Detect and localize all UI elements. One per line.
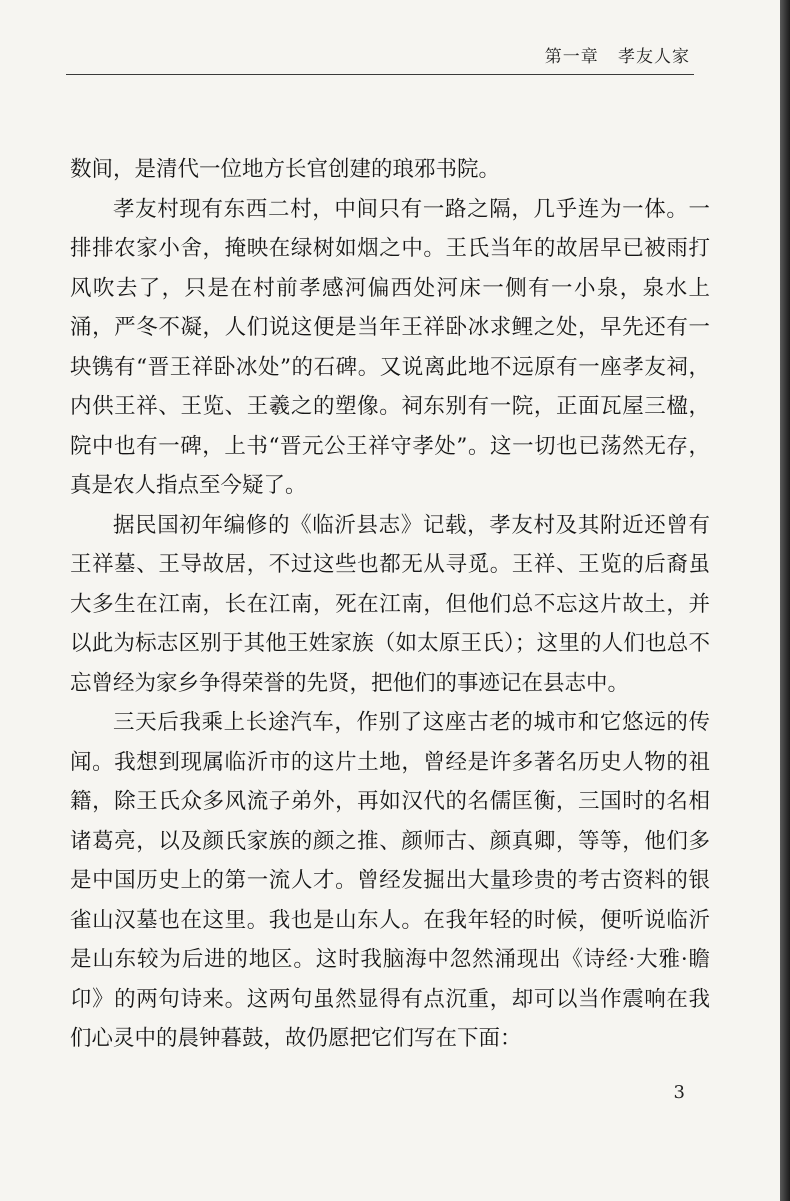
header-rule: [66, 74, 694, 75]
paragraph-4: 三天后我乘上长途汽车，作别了这座古老的城市和它悠远的传闻。我想到现属临沂市的这片土地，曾经是许多著名历史人物的祖籍，除王氏众多风流子弟外，再如汉代的名儒匡衡，三国时的名相诸葛亮，以及颜氏家族的颜之推、颜师古、颜真卿，等等，他们多是中国历史上的第一流人才。曾经发掘出大量珍贵的考古资料的银雀山汉墓也在这里。我也是山东人。在我年轻的时候，便听说临沂是山东较为后进的地区。这时我脑海中忽然涌现出《诗经·大雅·瞻卬》的两句诗来。这两句虽然显得有点沉重，却可以当作震响在我们心灵中的晨钟暮鼓，故仍愿把它们写在下面：: [70, 710, 710, 1051]
page-edge-shadow: [780, 0, 790, 1201]
chapter-title: 孝友人家: [618, 47, 690, 67]
running-header: [545, 42, 690, 67]
paragraph-2: 孝友村现有东西二村，中间只有一路之隔，几乎连为一体。一排排农家小舍，掩映在绿树如烟之中。王氏当年的故居早已被雨打风吹去了，只是在村前孝感河偏西处河床一侧有一小泉，泉水上涌，严冬不凝，人们说这便是当年王祥卧冰求鲤之处，早先还有一块镌有“晋王祥卧冰处”的石碑。又说离此地不远原有一座孝友祠，内供王祥、王览、王羲之的塑像。祠东别有一院，正面瓦屋三楹，院中也有一碑，上书“晋元公王祥守孝处”。这一切也已荡然无存，真是农人指点至今疑了。: [70, 196, 710, 498]
body-text: [70, 150, 710, 1059]
page-number: 3: [673, 1082, 685, 1103]
chapter-number: 第一章: [544, 47, 599, 67]
paragraph-3: 据民国初年编修的《临沂县志》记载，孝友村及其附近还曾有王祥墓、王导故居，不过这些也都无从寻觅。王祥、王览的后裔虽大多生在江南，长在江南，死在江南，但他们总不忘这片故土，并以此为标志区别于其他王姓家族（如太原王氏）；这里的人们也总不忘曾经为家乡争得荣誉的先贤，把他们的事迹记在县志中。: [70, 512, 710, 696]
paragraph-1: 数间，是清代一位地方长官创建的琅邪书院。: [70, 157, 501, 182]
